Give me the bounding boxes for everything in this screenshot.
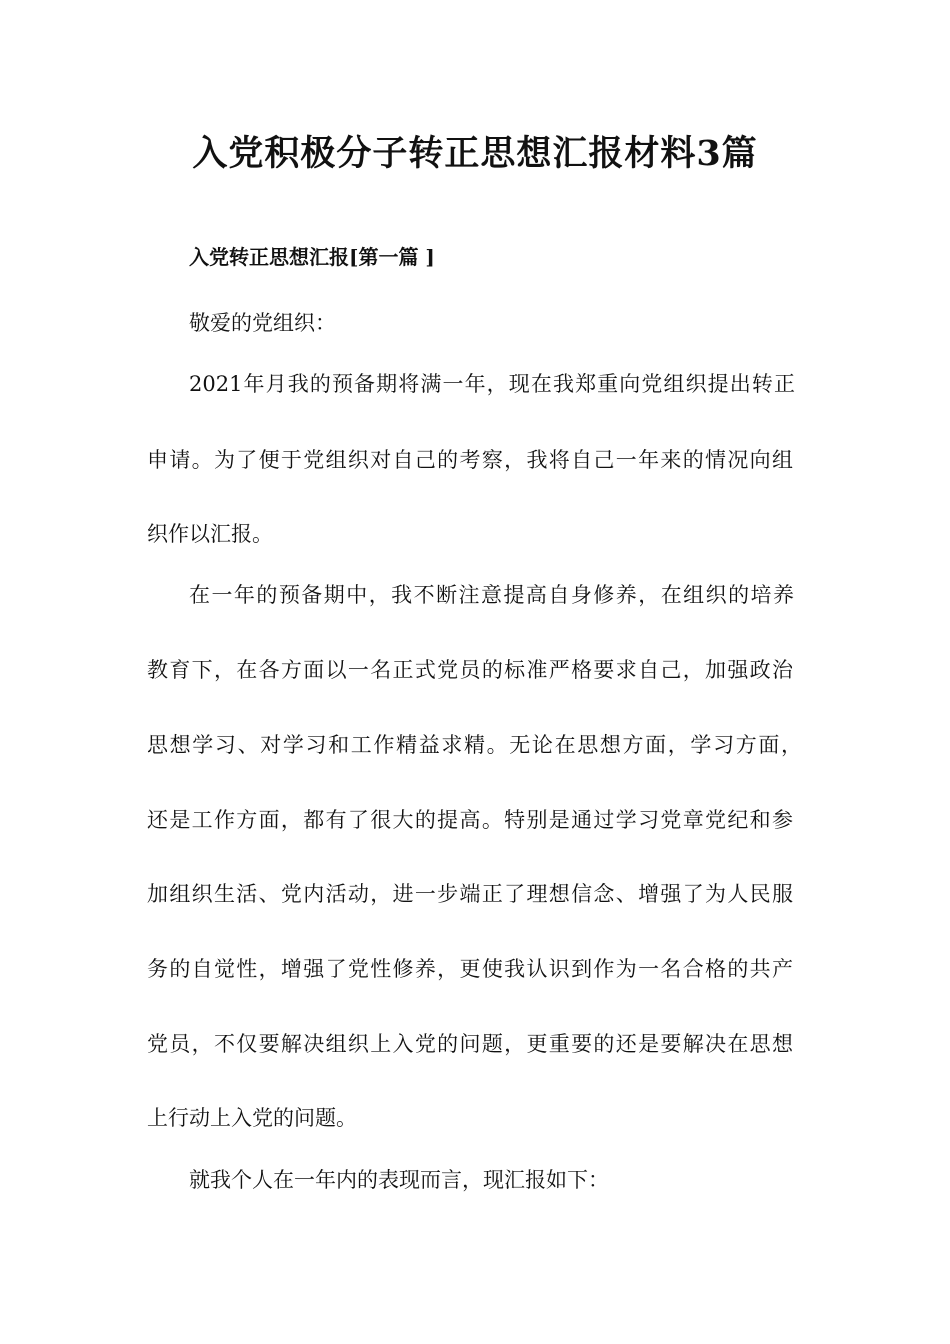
salutation: 敬爱的党组织： bbox=[189, 311, 336, 335]
paragraph-1-line-1: 2021年月我的预备期将满一年，现在我郑重向党组织提出转正 bbox=[189, 372, 795, 396]
paragraph-2-line-1: 在一年的预备期中，我不断注意提高自身修养，在组织的培养 bbox=[189, 583, 794, 607]
paragraph-3-line-1: 就我个人在一年内的表现而言，现汇报如下： bbox=[189, 1168, 609, 1192]
paragraph-2-line-3: 思想学习、对学习和工作精益求精。无论在思想方面，学习方面， bbox=[147, 733, 802, 757]
paragraph-2-line-5: 加组织生活、党内活动，进一步端正了理想信念、增强了为人民服 bbox=[147, 882, 793, 906]
section-heading: 入党转正思想汇报[第一篇 ] bbox=[189, 245, 435, 269]
paragraph-1-line-2: 申请。为了便于党组织对自己的考察，我将自己一年来的情况向组 bbox=[147, 448, 793, 472]
paragraph-2-line-6: 务的自觉性，增强了党性修养，更使我认识到作为一名合格的共产 bbox=[147, 957, 793, 981]
paragraph-2-line-7: 党员，不仅要解决组织上入党的问题，更重要的还是要解决在思想 bbox=[147, 1032, 793, 1056]
paragraph-2-line-2: 教育下，在各方面以一名正式党员的标准严格要求自己，加强政治 bbox=[147, 658, 793, 682]
paragraph-2-line-4: 还是工作方面，都有了很大的提高。特别是通过学习党章党纪和参 bbox=[147, 808, 793, 832]
document-title: 入党积极分子转正思想汇报材料3篇 bbox=[192, 133, 758, 174]
paragraph-1-line-3: 织作以汇报。 bbox=[147, 522, 273, 546]
paragraph-2-line-8: 上行动上入党的问题。 bbox=[147, 1106, 357, 1130]
